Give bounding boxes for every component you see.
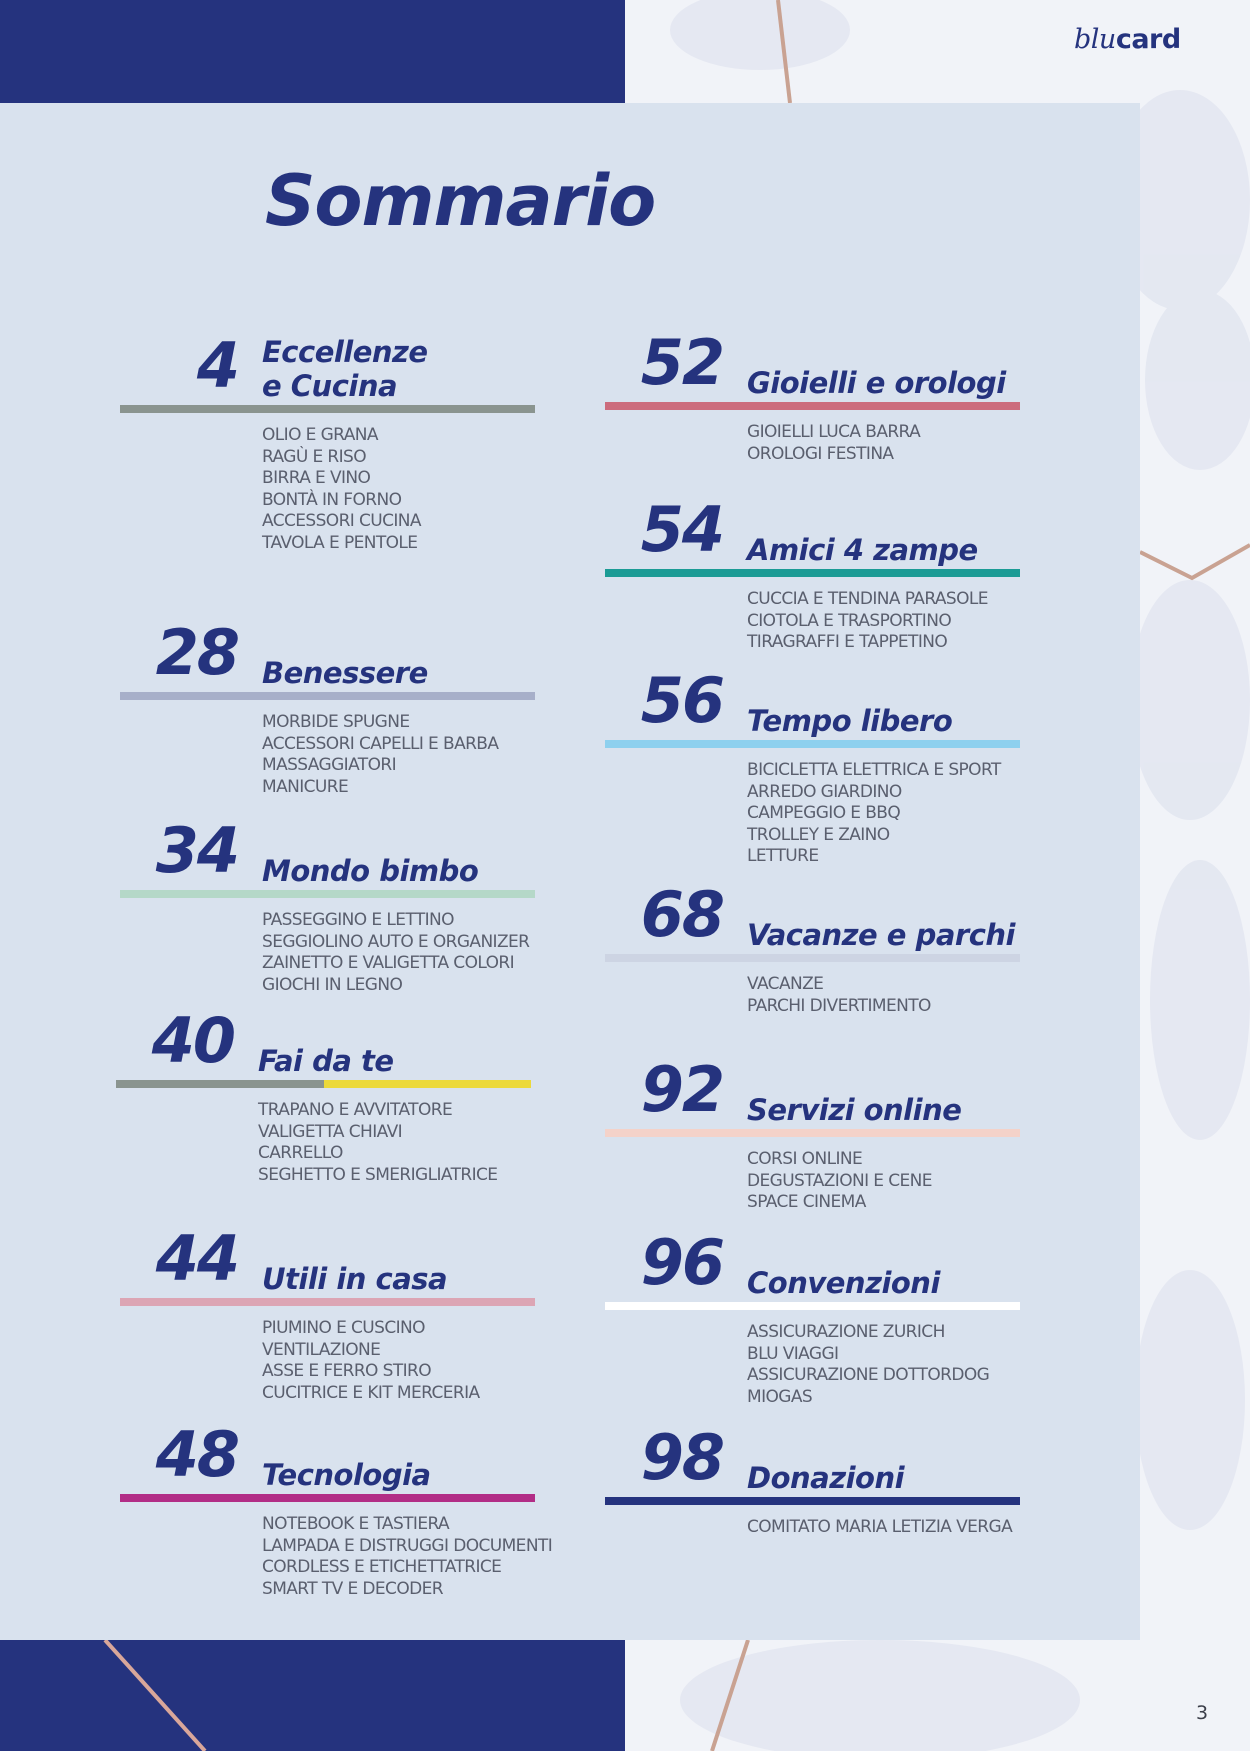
blucard-logo: blucard (1074, 24, 1181, 55)
list-item: VENTILAZIONE (262, 1339, 381, 1360)
section-divider-segment (120, 692, 535, 700)
section-title (258, 1044, 394, 1078)
section-items (747, 422, 920, 465)
list-item: GIOIELLI LUCA BARRA (747, 422, 921, 442)
toc-section (605, 1226, 1025, 1407)
section-items (747, 974, 931, 1017)
list-item: CORDLESS E ETICHETTATRICE (262, 1557, 502, 1577)
section-title (262, 1458, 431, 1492)
section-divider-segment (605, 954, 1020, 962)
list-item: BLU VIAGGI (747, 1343, 839, 1364)
list-item: ASSE E FERRO STIRO (262, 1361, 432, 1381)
section-title (747, 1093, 961, 1127)
section-items (262, 425, 421, 554)
section-items (262, 1318, 480, 1404)
list-item: ASSICURAZIONE DOTTORDOG (747, 1365, 990, 1385)
list-item: GIOCHI IN LEGNO (262, 974, 403, 995)
section-page-number: 40 (151, 1004, 234, 1077)
section-title (262, 854, 478, 888)
section-divider-segment (120, 1494, 535, 1502)
section-items (747, 589, 988, 654)
section-title (747, 366, 1006, 400)
list-item: PARCHI DIVERTIMENTO (747, 995, 931, 1016)
section-divider-segment (605, 402, 1020, 410)
section-divider (120, 1298, 535, 1306)
list-item: DEGUSTAZIONI E CENE (747, 1170, 932, 1191)
list-item: VALIGETTA CHIAVI (258, 1121, 403, 1142)
toc-section (120, 329, 540, 553)
section-divider-segment (120, 890, 535, 898)
section-title (262, 335, 428, 403)
toc-section (120, 814, 540, 995)
section-divider (605, 1497, 1020, 1505)
list-item: BICICLETTA ELETTRICA E SPORT (747, 760, 1001, 780)
section-divider-segment (605, 1302, 1020, 1310)
section-page-number: 34 (155, 814, 238, 887)
section-page-number: 28 (155, 616, 238, 689)
section-items (262, 712, 498, 798)
section-title-line: Mondo bimbo (262, 854, 479, 888)
section-divider (605, 954, 1020, 962)
list-item: SPACE CINEMA (747, 1192, 866, 1212)
list-item: VACANZE (747, 974, 824, 994)
list-item: ACCESSORI CUCINA (262, 511, 421, 531)
toc-section (120, 1418, 553, 1599)
section-title-line: Eccellenze (262, 335, 428, 369)
section-title-line: Tempo libero (747, 704, 953, 738)
list-item: LETTURE (747, 846, 819, 866)
section-divider (605, 1302, 1020, 1310)
toc-section (120, 616, 540, 797)
toc-section (120, 1222, 540, 1403)
section-items (747, 1322, 989, 1408)
section-page-number: 98 (640, 1421, 723, 1494)
section-title-line: Convenzioni (747, 1266, 940, 1300)
section-page-number: 4 (196, 329, 238, 402)
section-title (747, 1461, 904, 1495)
section-page-number: 56 (640, 664, 723, 737)
list-item: TROLLEY E ZAINO (747, 824, 890, 845)
list-item: SEGGIOLINO AUTO E ORGANIZER (262, 931, 530, 952)
list-item: ACCESSORI CAPELLI E BARBA (262, 733, 499, 754)
list-item: RAGÙ E RISO (262, 446, 367, 467)
list-item: CORSI ONLINE (747, 1149, 863, 1169)
section-divider-segment (120, 405, 535, 413)
section-title (262, 1262, 447, 1296)
section-page-number: 96 (640, 1226, 723, 1299)
list-item: LAMPADA E DISTRUGGI DOCUMENTI (262, 1535, 553, 1556)
list-item: BONTÀ IN FORNO (262, 489, 402, 510)
section-divider-segment (116, 1080, 324, 1088)
page-number: 3 (1196, 1702, 1209, 1724)
section-divider (605, 1129, 1020, 1137)
section-divider-segment (120, 1298, 535, 1306)
header-band (0, 0, 625, 103)
section-page-number: 52 (640, 326, 723, 399)
section-title-line: Benessere (262, 656, 428, 690)
section-title-line: Gioielli e orologi (747, 366, 1006, 400)
section-items (747, 1149, 932, 1214)
toc-section (605, 664, 1025, 866)
toc-section (605, 1421, 1025, 1537)
section-divider (120, 890, 535, 898)
list-item: PIUMINO E CUSCINO (262, 1318, 425, 1338)
section-divider-segment (605, 569, 1020, 577)
list-item: MASSAGGIATORI (262, 755, 396, 775)
toc-section (605, 493, 1025, 652)
section-title-line: Tecnologia (262, 1458, 431, 1492)
toc-section (116, 1004, 536, 1185)
list-item: SEGHETTO E SMERIGLIATRICE (258, 1164, 498, 1185)
section-items (258, 1100, 497, 1186)
list-item: CUCITRICE E KIT MERCERIA (262, 1382, 480, 1403)
list-item: CARRELLO (258, 1143, 343, 1163)
section-title-line: Vacanze e parchi (747, 918, 1015, 952)
section-divider (605, 740, 1020, 748)
section-items (747, 760, 1001, 868)
section-divider-segment (324, 1080, 532, 1088)
list-item: ARREDO GIARDINO (747, 781, 902, 802)
toc-section (605, 878, 1025, 1016)
section-divider-segment (605, 740, 1020, 748)
list-item: ASSICURAZIONE ZURICH (747, 1322, 945, 1342)
list-item: BIRRA E VINO (262, 468, 371, 488)
section-divider (116, 1080, 531, 1088)
section-divider (120, 405, 535, 413)
toc-section (605, 1053, 1025, 1212)
section-title (262, 656, 428, 690)
list-item: TIRAGRAFFI E TAPPETINO (747, 632, 948, 652)
section-page-number: 68 (640, 878, 723, 951)
section-divider-segment (605, 1129, 1020, 1137)
footer-band (0, 1640, 625, 1751)
section-title-line: Fai da te (258, 1044, 394, 1078)
list-item: OROLOGI FESTINA (747, 443, 894, 464)
list-item: MANICURE (262, 776, 349, 797)
section-title (747, 918, 1015, 952)
section-divider (120, 692, 535, 700)
page-title: Sommario (265, 160, 656, 242)
section-page-number: 54 (640, 493, 723, 566)
section-title-line: Donazioni (747, 1461, 905, 1495)
section-divider (605, 569, 1020, 577)
section-items (262, 910, 529, 996)
section-divider (605, 402, 1020, 410)
section-title-line: Utili in casa (262, 1262, 448, 1296)
footer-line-decoration (0, 1640, 625, 1751)
toc-section (605, 326, 1025, 464)
section-title (747, 1266, 940, 1300)
list-item: CUCCIA E TENDINA PARASOLE (747, 589, 988, 609)
list-item: PASSEGGINO E LETTINO (262, 910, 454, 930)
section-items (747, 1517, 1012, 1539)
section-items (262, 1514, 552, 1600)
list-item: ZAINETTO E VALIGETTA COLORI (262, 953, 515, 973)
section-page-number: 92 (640, 1053, 723, 1126)
list-item: TRAPANO E AVVITATORE (258, 1100, 453, 1120)
list-item: COMITATO MARIA LETIZIA VERGA (747, 1517, 1013, 1537)
list-item: SMART TV E DECODER (262, 1578, 443, 1599)
list-item: CIOTOLA E TRASPORTINO (747, 610, 952, 631)
section-page-number: 48 (155, 1418, 238, 1491)
section-page-number: 44 (155, 1222, 238, 1295)
section-title-line: e Cucina (262, 369, 398, 403)
list-item: NOTEBOOK E TASTIERA (262, 1514, 450, 1534)
list-item: TAVOLA E PENTOLE (262, 532, 418, 553)
list-item: CAMPEGGIO E BBQ (747, 803, 901, 823)
section-divider (120, 1494, 535, 1502)
section-title-line: Servizi online (747, 1093, 962, 1127)
list-item: OLIO E GRANA (262, 425, 378, 445)
section-title (747, 704, 952, 738)
list-item: MORBIDE SPUGNE (262, 712, 410, 732)
section-title (747, 533, 978, 567)
section-title-line: Amici 4 zampe (747, 533, 978, 567)
section-divider-segment (605, 1497, 1020, 1505)
list-item: MIOGAS (747, 1386, 813, 1407)
